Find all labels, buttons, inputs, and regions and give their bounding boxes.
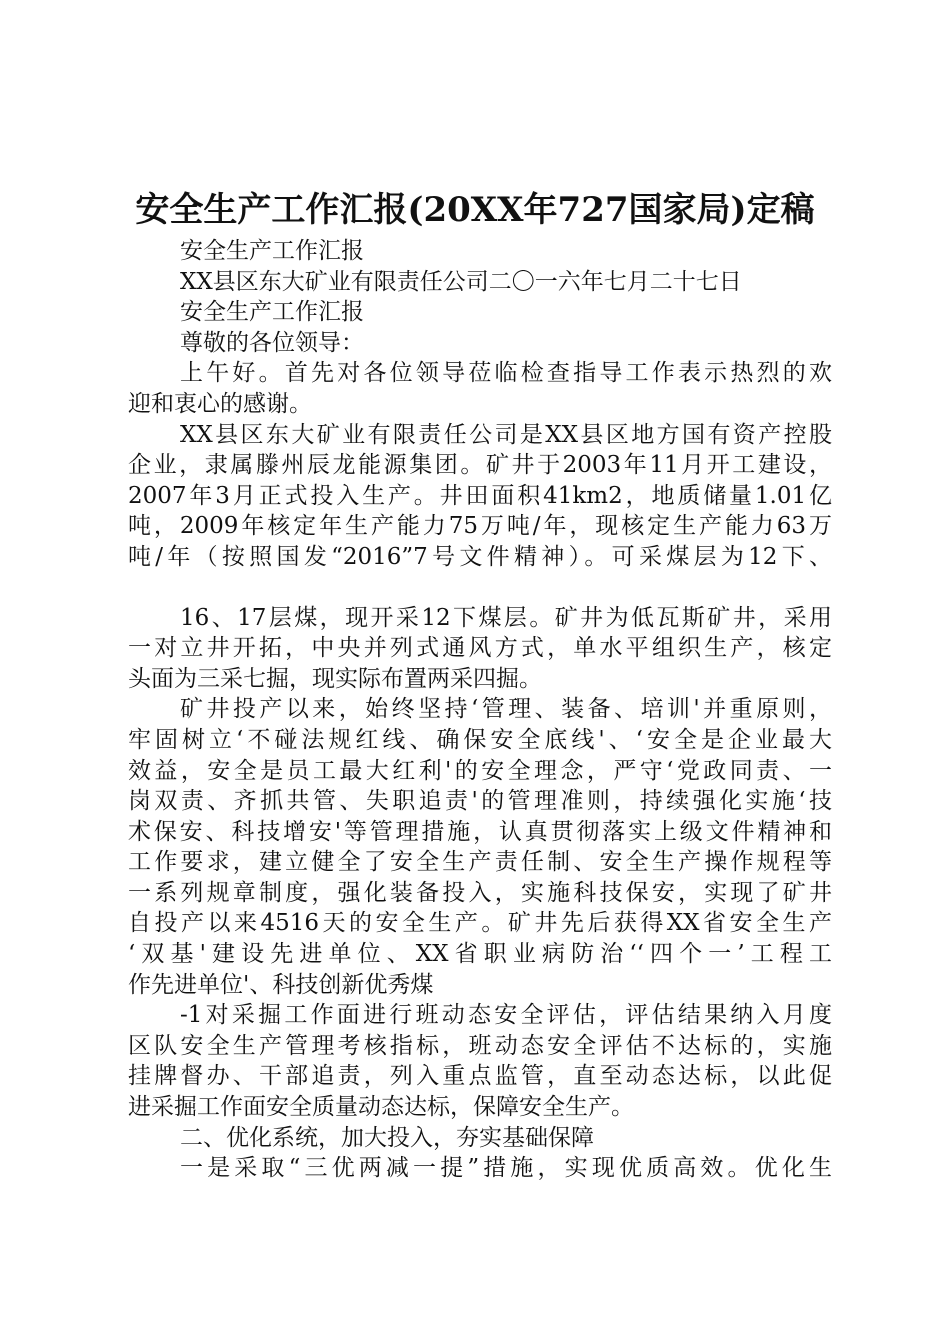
text-line: 安全生产工作汇报: [180, 299, 364, 326]
document-title: 安全生产工作汇报(20XX年727国家局)定稿: [135, 190, 815, 230]
text-line: 进采掘工作面安全质量动态达标，保障安全生产。: [128, 1094, 634, 1121]
text-line: ‘双基'建设先进单位、XX省职业病防治‘‘四个一’工程工: [128, 941, 832, 968]
text-line: 一系列规章制度，强化装备投入，实施科技保安，实现了矿井: [128, 879, 832, 906]
text-line: XX县区东大矿业有限责任公司是XX县区地方国有资产控股: [180, 421, 832, 448]
text-line: 岗双责、齐抓共管、失职追责'的管理准则，持续强化实施‘技: [128, 788, 832, 815]
text-line: -1对采掘工作面进行班动态安全评估，评估结果纳入月度: [180, 1002, 832, 1029]
text-line: 作先进单位'、科技创新优秀煤: [128, 971, 434, 998]
text-line: 牢固树立‘不碰法规红线、确保安全底线'、‘安全是企业最大: [128, 726, 832, 753]
text-line: 自投产以来4516天的安全生产。矿井先后获得XX省安全生产: [128, 910, 832, 937]
text-line: 术保安、科技增安'等管理措施，认真贯彻落实上级文件精神和: [128, 818, 832, 845]
text-line: 效益，安全是员工最大红利'的安全理念，严守‘党政同责、一: [128, 757, 832, 784]
paragraph-gap: [128, 573, 832, 603]
text-line: 区队安全生产管理考核指标，班动态安全评估不达标的，实施: [128, 1032, 832, 1059]
text-line: 矿井投产以来，始终坚持‘管理、装备、培训'并重原则，: [180, 696, 832, 723]
text-line: 2007年3月正式投入生产。井田面积41km2，地质储量1.01亿: [128, 482, 832, 509]
text-line: 迎和衷心的感谢。: [128, 390, 312, 417]
text-line: 企业，隶属滕州辰龙能源集团。矿井于2003年11月开工建设，: [128, 452, 832, 479]
text-line: 安全生产工作汇报: [180, 238, 364, 264]
text-line: 尊敬的各位领导：: [180, 329, 364, 356]
text-line: 二、优化系统，加大投入，夯实基础保障: [180, 1124, 594, 1151]
text-line: 吨/年（按照国发“2016”7号文件精神）。可采煤层为12下、: [128, 543, 832, 570]
text-line: 吨，2009年核定年生产能力75万吨/年，现核定生产能力63万: [128, 513, 832, 540]
document-body: [128, 236, 832, 1184]
text-line: XX县区东大矿业有限责任公司二〇一六年七月二十七日: [180, 268, 742, 295]
text-line: 头面为三采七掘，现实际布置两采四掘。: [128, 665, 542, 692]
text-line: 工作要求，建立健全了安全生产责任制、安全生产操作规程等: [128, 849, 832, 876]
text-line: 挂牌督办、干部追责，列入重点监管，直至动态达标，以此促: [128, 1063, 832, 1090]
text-line: 16、17层煤，现开采12下煤层。矿井为低瓦斯矿井，采用: [180, 604, 832, 631]
text-line: 上午好。首先对各位领导莅临检查指导工作表示热烈的欢: [180, 360, 832, 387]
text-line: 一对立井开拓，中央并列式通风方式，单水平组织生产，核定: [128, 635, 832, 662]
text-line: 一是采取“三优两减一提”措施，实现优质高效。优化生: [180, 1155, 832, 1182]
